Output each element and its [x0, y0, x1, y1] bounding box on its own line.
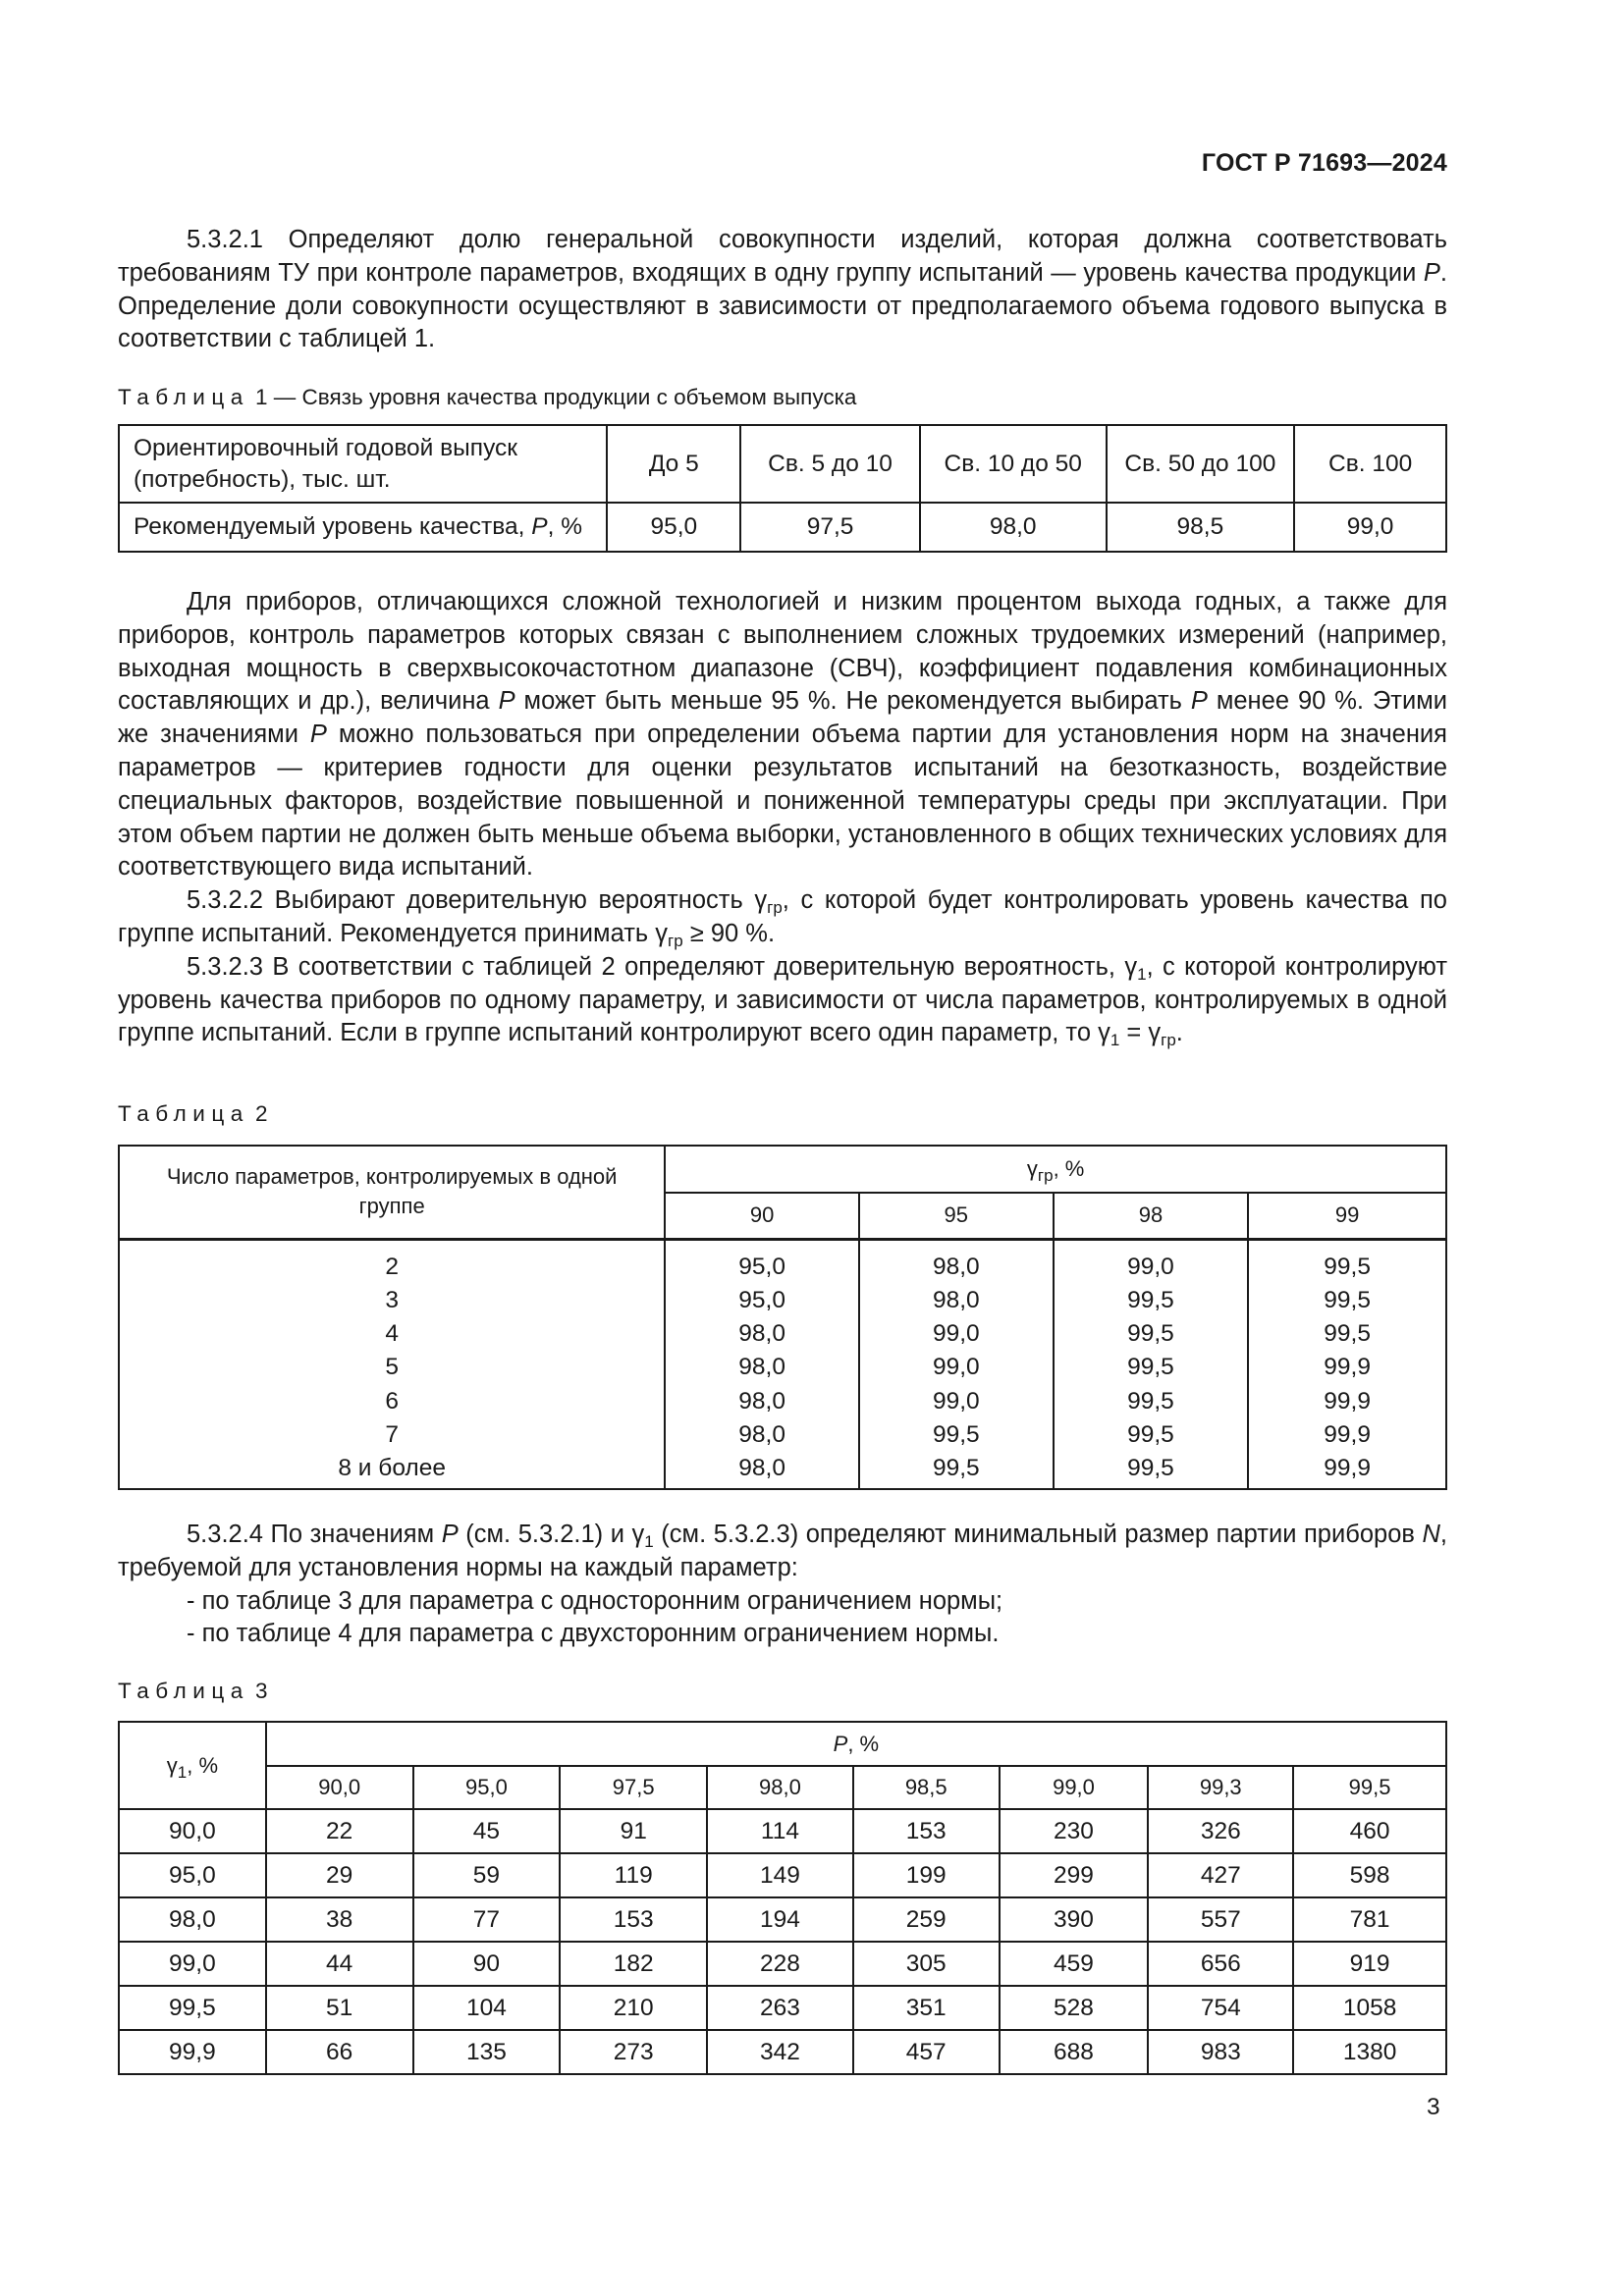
table2-row-label: 6	[385, 1387, 399, 1415]
table2-row-label: 5	[385, 1354, 399, 1381]
table-cell: 38	[266, 1897, 413, 1942]
table-head-cell: 98	[1054, 1193, 1249, 1239]
table2-row-label: 3	[385, 1286, 399, 1313]
list-item: - по таблице 4 для параметра с двухсторонним ограничением нормы.	[187, 1620, 1000, 1648]
table-cell	[1248, 1239, 1446, 1489]
table-row	[119, 1986, 1446, 2030]
paragraph-5-3-2-3: 5.3.2.3 В соответствии с таблицей 2 определяют доверительную вероятность, $\gamma_1$, с которой контролируют уровень качества приборов по одному параметру, и зависимости от числа параметров, контролируемых в одной группе испытаний. Если в группе испытаний контролируют всего один параметр, то $\gamma_1 = \gamma_{гр}$.	[118, 952, 1447, 1050]
table-head-cell: Число параметров, контролируемых в одной группе	[119, 1146, 665, 1239]
table2-value: 99,0	[932, 1320, 980, 1348]
table-cell: 29	[266, 1853, 413, 1897]
table-3	[118, 1721, 1447, 2075]
table-cell: Св. 5 до 10	[740, 425, 920, 503]
table-head-cell: 98,5	[853, 1766, 1000, 1809]
table-cell: 305	[853, 1942, 1000, 1986]
table-cell: 557	[1148, 1897, 1293, 1942]
table2-value: 99,9	[1324, 1420, 1371, 1448]
table-head-cell: $\gamma_1$, %	[119, 1722, 266, 1809]
table1-caption: Таблица 1 — Связь уровня качества продукции с объемом выпуска	[118, 385, 857, 409]
table-cell: 119	[560, 1853, 707, 1897]
table2-value: 99,5	[1324, 1320, 1371, 1348]
table-cell: 427	[1148, 1853, 1293, 1897]
table-cell: 273	[560, 2030, 707, 2074]
table-cell: 114	[707, 1809, 853, 1853]
table-cell: 97,5	[740, 503, 920, 552]
table2-value: 99,0	[932, 1387, 980, 1415]
paragraph-note: Для приборов, отличающихся сложной технологией и низким процентом выхода годных, а также для приборов, контроль параметров которых связан с выполнением сложных трудоемких измерений (например, выходная мощность в сверхвысокочастотном диапазоне (СВЧ), коэффициент подавления комбинационных составляющих и др.), величина P может быть меньше 95 %. Не рекомендуется выбирать P менее 90 %. Этими же значениями P можно пользоваться при определении объема партии для установления норм на значения параметров — критериев годности для оценки результатов испытаний на безотказность, воздействие специальных факторов, воздействие повышенной и пониженной температуры среды при эксплуатации. При этом объем партии не должен быть меньше объема выборки, установленного в общих технических условиях для соответствующего вида испытаний.	[118, 588, 1447, 881]
table-row	[119, 1897, 1446, 1942]
table-cell: 199	[853, 1853, 1000, 1897]
paragraph-5-3-2-4: 5.3.2.4 По значениям P (см. 5.3.2.1) и $\gamma_1$ (см. 5.3.2.3) определяют минимальный размер партии приборов N, требуемой для установления нормы на каждый параметр: - по таблице 3 для параметра с односторонним ограничением нормы; - по таблице 4 для параметра с двухсторонним ограничением нормы.	[118, 1519, 1447, 1651]
table2-value: 99,5	[1127, 1320, 1174, 1348]
table-cell: 99,0	[1294, 503, 1446, 552]
table-head-cell: $\gamma_{гр}$, %	[665, 1146, 1446, 1193]
document-code: ГОСТ Р 71693—2024	[1201, 149, 1447, 177]
table-cell: 45	[413, 1809, 561, 1853]
table-head-cell: 99,0	[1000, 1766, 1149, 1809]
table2-value: 99,5	[932, 1455, 980, 1482]
paragraphs-block	[118, 586, 1447, 1050]
table-head-cell: 95	[859, 1193, 1054, 1239]
table-cell: Св. 50 до 100	[1107, 425, 1295, 503]
table2-value: 98,0	[738, 1320, 785, 1348]
table-row	[119, 425, 1446, 503]
table-cell: 51	[266, 1986, 413, 2030]
table-body-row	[119, 1239, 1446, 1489]
table-head-cell: 90	[665, 1193, 859, 1239]
table2-value: 99,0	[1127, 1253, 1174, 1280]
table-head-cell: 97,5	[560, 1766, 707, 1809]
table-head-cell: P, %	[266, 1722, 1446, 1766]
table-cell: 91	[560, 1809, 707, 1853]
table-cell: 104	[413, 1986, 561, 2030]
table-cell: 44	[266, 1942, 413, 1986]
table-cell: 342	[707, 2030, 853, 2074]
table-2	[118, 1145, 1447, 1490]
table2-value: 99,0	[932, 1354, 980, 1381]
table-cell: 259	[853, 1897, 1000, 1942]
table-cell: Св. 10 до 50	[920, 425, 1107, 503]
table-cell: 656	[1148, 1942, 1293, 1986]
table-cell: Ориентировочный годовой выпуск (потребность), тыс. шт.	[119, 425, 607, 503]
table-cell: 230	[1000, 1809, 1149, 1853]
table2-value: 98,0	[932, 1253, 980, 1280]
table-cell: 99,9	[119, 2030, 266, 2074]
table-head-cell: 99,5	[1293, 1766, 1446, 1809]
table-cell: 90,0	[119, 1809, 266, 1853]
paragraph-5-3-2-2: 5.3.2.2 Выбирают доверительную вероятность $\gamma_{гр}$, с которой будет контролировать уровень качества по группе испытаний. Рекомендуется принимать $\gamma_{гр} \ge 90$ %.	[118, 886, 1447, 950]
table-cell: 98,0	[920, 503, 1107, 552]
table-cell: 66	[266, 2030, 413, 2074]
table2-value: 98,0	[738, 1420, 785, 1448]
table2-value: 98,0	[932, 1286, 980, 1313]
table-header-row	[119, 1146, 1446, 1193]
table-cell: 149	[707, 1853, 853, 1897]
table2-value: 98,0	[738, 1455, 785, 1482]
table-row	[119, 1853, 1446, 1897]
table2-value: 95,0	[738, 1286, 785, 1313]
table2-value: 95,0	[738, 1253, 785, 1280]
table2-value: 99,9	[1324, 1354, 1371, 1381]
table2-caption: Таблица 2	[118, 1101, 268, 1126]
table-row	[119, 1809, 1446, 1853]
table-row	[119, 2030, 1446, 2074]
table-row	[119, 503, 1446, 552]
table2-value: 98,0	[738, 1387, 785, 1415]
table-cell: Рекомендуемый уровень качества, P, %	[119, 503, 607, 552]
table-cell	[859, 1239, 1054, 1489]
table2-value: 99,5	[1324, 1253, 1371, 1280]
table-cell	[665, 1239, 859, 1489]
table-header-row	[119, 1722, 1446, 1766]
table-cell: 22	[266, 1809, 413, 1853]
table2-row-label: 7	[385, 1420, 399, 1448]
table2-value: 99,9	[1324, 1455, 1371, 1482]
table-cell: 228	[707, 1942, 853, 1986]
table-cell: 781	[1293, 1897, 1446, 1942]
table2-value: 99,5	[1127, 1420, 1174, 1448]
page-number: 3	[1427, 2094, 1440, 2120]
table-cell: 77	[413, 1897, 561, 1942]
table-1	[118, 424, 1447, 553]
table-cell: 99,5	[119, 1986, 266, 2030]
table-head-cell: 95,0	[413, 1766, 561, 1809]
table-header-row	[119, 1766, 1446, 1809]
table-cell: 1380	[1293, 2030, 1446, 2074]
table-cell: 182	[560, 1942, 707, 1986]
table2-value: 98,0	[738, 1354, 785, 1381]
table2-value: 99,5	[1324, 1286, 1371, 1313]
table3-caption: Таблица 3	[118, 1679, 268, 1703]
table-cell: 135	[413, 2030, 561, 2074]
table-cell: 153	[560, 1897, 707, 1942]
table-cell: Св. 100	[1294, 425, 1446, 503]
table-cell: 1058	[1293, 1986, 1446, 2030]
table-cell: 754	[1148, 1986, 1293, 2030]
table-cell: 90	[413, 1942, 561, 1986]
table-cell: 457	[853, 2030, 1000, 2074]
table-cell: 153	[853, 1809, 1000, 1853]
table-cell: 528	[1000, 1986, 1149, 2030]
table-cell: 59	[413, 1853, 561, 1897]
table-cell: 459	[1000, 1942, 1149, 1986]
table-cell	[1054, 1239, 1249, 1489]
table2-value: 99,5	[932, 1420, 980, 1448]
table2-value: 99,5	[1127, 1455, 1174, 1482]
table2-value: 99,5	[1127, 1387, 1174, 1415]
table-head-cell: 98,0	[707, 1766, 853, 1809]
table-cell: 95,0	[119, 1853, 266, 1897]
list-item: - по таблице 3 для параметра с односторонним ограничением нормы;	[187, 1586, 1003, 1615]
table-head-cell: 90,0	[266, 1766, 413, 1809]
table2-row-label: 4	[385, 1320, 399, 1348]
table-cell: 598	[1293, 1853, 1446, 1897]
table-cell	[119, 1239, 665, 1489]
table-cell: 299	[1000, 1853, 1149, 1897]
table2-value: 99,5	[1127, 1354, 1174, 1381]
table-head-cell: 99	[1248, 1193, 1446, 1239]
table-cell: 95,0	[607, 503, 740, 552]
table-cell: 98,5	[1107, 503, 1295, 552]
table2-row-label: 8 и более	[338, 1455, 446, 1482]
table-cell: 351	[853, 1986, 1000, 2030]
paragraph-5-3-2-1: 5.3.2.1 Определяют долю генеральной совокупности изделий, которая должна соответствовать требованиям ТУ при контроле параметров, входящих в одну группу испытаний — уровень качества продукции P. Определение доли совокупности осуществляют в зависимости от предполагаемого объема годового выпуска в соответствии с таблицей 1.	[118, 226, 1447, 353]
table-cell: 210	[560, 1986, 707, 2030]
table2-row-label: 2	[385, 1253, 399, 1280]
table2-value: 99,5	[1127, 1286, 1174, 1313]
table-head-cell: 99,3	[1148, 1766, 1293, 1809]
table-cell: 460	[1293, 1809, 1446, 1853]
table-cell: 919	[1293, 1942, 1446, 1986]
table-cell: 99,0	[119, 1942, 266, 1986]
table-cell: 983	[1148, 2030, 1293, 2074]
table-cell: 98,0	[119, 1897, 266, 1942]
table-cell: До 5	[607, 425, 740, 503]
table-cell: 688	[1000, 2030, 1149, 2074]
table-cell: 194	[707, 1897, 853, 1942]
table-cell: 263	[707, 1986, 853, 2030]
table2-value: 99,9	[1324, 1387, 1371, 1415]
table-cell: 326	[1148, 1809, 1293, 1853]
table-cell: 390	[1000, 1897, 1149, 1942]
table-row	[119, 1942, 1446, 1986]
